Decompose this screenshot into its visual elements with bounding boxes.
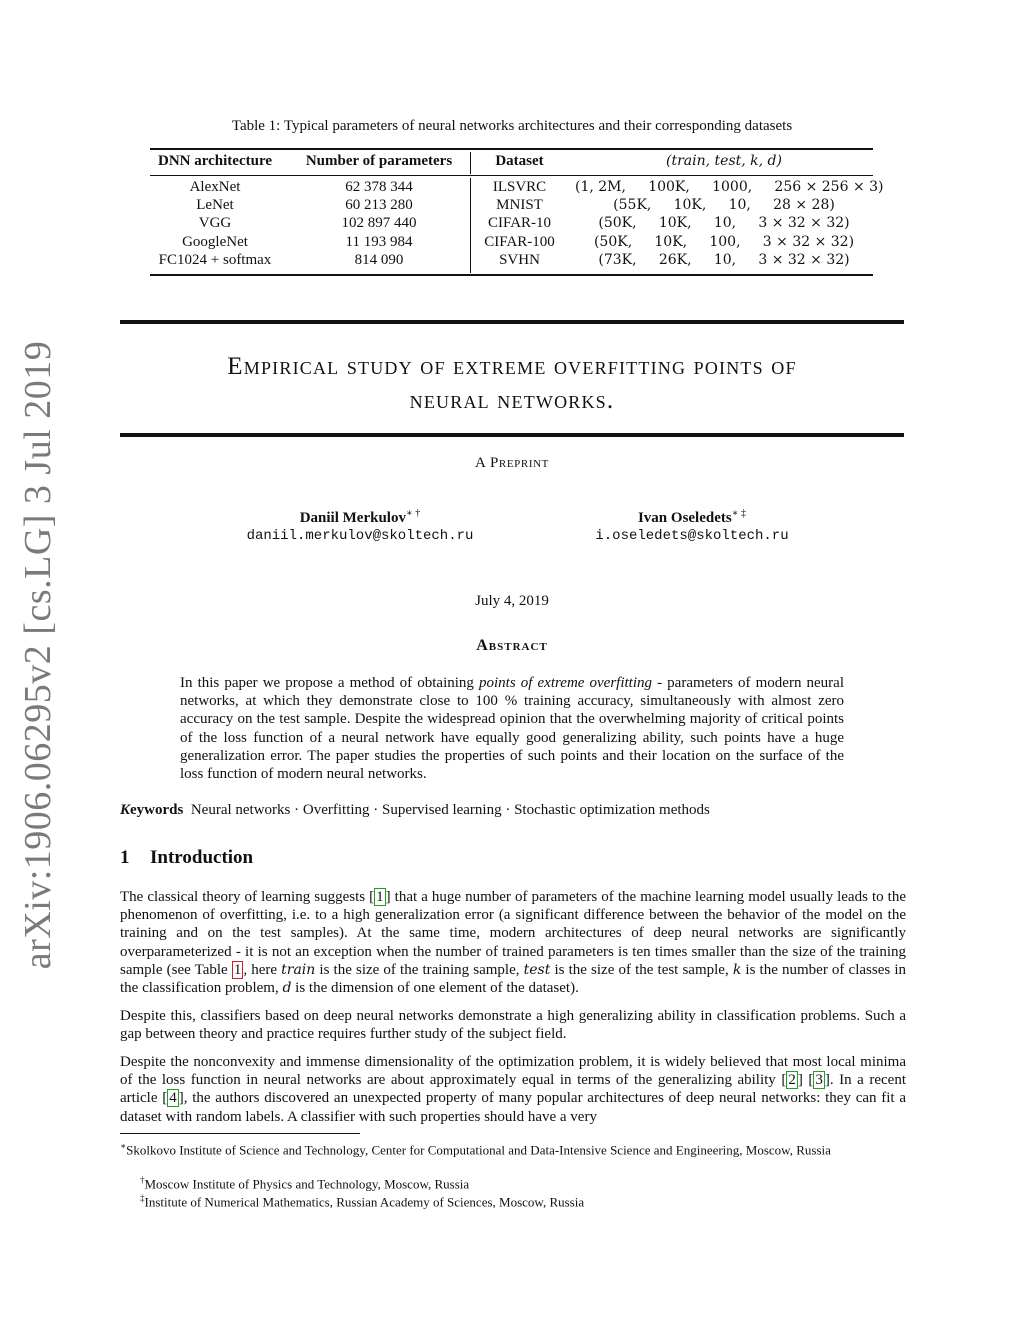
section-number: 1: [120, 847, 130, 868]
keywords-label: eywords: [130, 802, 184, 818]
body-paragraph: Despite this, classifiers based on deep neural networks demonstrate a high generalizing ability in classification problems. Such a gap between theory and practice requires further study of the subject field.: [120, 1008, 906, 1043]
arxiv-identifier: arXiv:1906.06295v2 [cs.LG] 3 Jul 2019: [17, 340, 59, 970]
author-affiliation-marks: ∗ †: [405, 508, 421, 519]
title-line-2: neural networks.: [409, 387, 615, 414]
author-2: [532, 508, 852, 544]
cell-dataset: SVHN: [499, 252, 540, 268]
author-1: [200, 508, 520, 544]
author-name: Daniil Merkulov: [299, 510, 406, 526]
cell-parameters: 102 897 440: [341, 215, 417, 231]
cell-parameters: 60 213 280: [345, 197, 413, 213]
cell-tuple: (1, 2M, 100K, 1000, 256 × 256 × 3): [575, 179, 884, 195]
abstract-text: In this paper we propose a method of obtaining points of extreme overfitting - parameters of modern neural networks, at which they demonstrate close to 100 % training accuracy, simultaneously with almost zero accuracy on the test sample. Despite the widespread opinion that the overwhelming majority of critical points of the loss function of a neural network have equally good generalizing ability, such points have a huge generalization error. The paper studies the properties of such points and their location on the surface of the loss function of modern neural networks.: [180, 675, 845, 783]
paper-title: [120, 350, 904, 418]
section-heading: [120, 847, 253, 869]
cell-dataset: CIFAR-100: [484, 234, 555, 250]
citation-link[interactable]: 3: [815, 1072, 823, 1089]
cell-tuple: (50K, 10K, 100, 3 × 32 × 32): [593, 234, 855, 250]
table-row: [150, 179, 884, 197]
title-bottom-rule: [120, 433, 904, 437]
header-tuple: (train, test, k, d): [666, 153, 782, 169]
cell-architecture: FC1024 + softmax: [158, 252, 272, 268]
keywords-list: Neural networks · Overfitting · Supervised learning · Stochastic optimization methods: [190, 802, 710, 818]
citation-link[interactable]: 4: [169, 1090, 177, 1107]
cell-tuple: (73K, 26K, 10, 3 × 32 × 32): [598, 252, 850, 268]
cell-architecture: GoogleNet: [182, 234, 248, 250]
author-affiliation-marks: ∗ ‡: [731, 508, 747, 519]
table-reference-link[interactable]: 1: [233, 961, 242, 978]
table-caption: Table 1: Typical parameters of neural networks architectures and their corresponding datasets: [231, 118, 793, 134]
table-row: [150, 234, 873, 252]
body-paragraph: Despite the nonconvexity and immense dimensionality of the optimization problem, it is widely believed that most local minima of the loss function in neural networks are about approximately equal in terms of the generalizing ability [ 2 ] [ 3 ]. In a recent article [ 4 ], the authors discovered an unexpected property of many popular architectures of deep neural networks: they can fit a dataset with random labels. A classifier with such properties should have a very: [120, 1054, 907, 1125]
footnote: †Moscow Institute of Physics and Technology, Moscow, Russia: [140, 1175, 470, 1192]
title-top-rule: [120, 320, 904, 324]
body-paragraph: The classical theory of learning suggests [ 1 ] that a huge number of parameters of the machine learning model usually leads to the phenomenon of overfitting, i.e. to a high generalization error (a significant difference between the behavior of the model on the training and on the test samples). At the same time, modern architectures of deep neural networks are significantly overparameterized - it is not an exception when the number of trained parameters is ten times smaller than the size of the training sample (see Table 1 , here train is the size of the training sample, test is the size of the test sample, k is the number of classes in the classification problem, d is the dimension of one element of the dataset).: [120, 889, 906, 997]
author-email[interactable]: daniil.merkulov@skoltech.ru: [246, 528, 474, 544]
keywords-label-initial: K: [120, 802, 131, 818]
cell-architecture: VGG: [198, 215, 232, 231]
header-parameters: Number of parameters: [305, 153, 453, 169]
section-title: Introduction: [150, 847, 254, 868]
cell-architecture: AlexNet: [189, 179, 241, 195]
header-dataset: Dataset: [495, 153, 544, 169]
cell-parameters: 814 090: [354, 252, 404, 268]
cell-architecture: LeNet: [196, 197, 234, 213]
preprint-label: A Preprint: [475, 455, 549, 471]
cell-dataset: CIFAR-10: [487, 215, 552, 231]
cell-parameters: 62 378 344: [345, 179, 413, 195]
author-name: Ivan Oseledets: [637, 510, 732, 526]
footnote: ∗Skolkovo Institute of Science and Technology, Center for Computational and Data-Intensive Science and Engineering, Moscow, Russia: [120, 1141, 831, 1158]
citation-link[interactable]: 1: [376, 889, 384, 905]
footnote: ‡Institute of Numerical Mathematics, Russian Academy of Sciences, Moscow, Russia: [140, 1193, 585, 1210]
table-row: [150, 197, 873, 215]
cell-parameters: 11 193 984: [345, 234, 413, 250]
cell-tuple: (55K, 10K, 10, 28 × 28): [613, 197, 835, 213]
title-line-1: Empirical study of extreme overfitting points of: [227, 353, 797, 380]
cell-dataset: ILSVRC: [492, 179, 547, 195]
cell-tuple: (50K, 10K, 10, 3 × 32 × 32): [598, 215, 850, 231]
citation-link[interactable]: 2: [788, 1072, 796, 1089]
table-header-row: [150, 153, 873, 171]
header-architecture: DNN architecture: [158, 153, 272, 169]
table-row: [150, 215, 873, 233]
publication-date: July 4, 2019: [475, 593, 549, 609]
table-row: [150, 252, 873, 270]
footnote-rule: [120, 1133, 360, 1134]
abstract-heading: Abstract: [476, 637, 548, 654]
abstract-emphasis: points of extreme overfitting: [479, 675, 653, 691]
author-email[interactable]: i.oseledets@skoltech.ru: [595, 528, 789, 544]
keywords: [120, 802, 904, 819]
cell-dataset: MNIST: [496, 197, 543, 213]
